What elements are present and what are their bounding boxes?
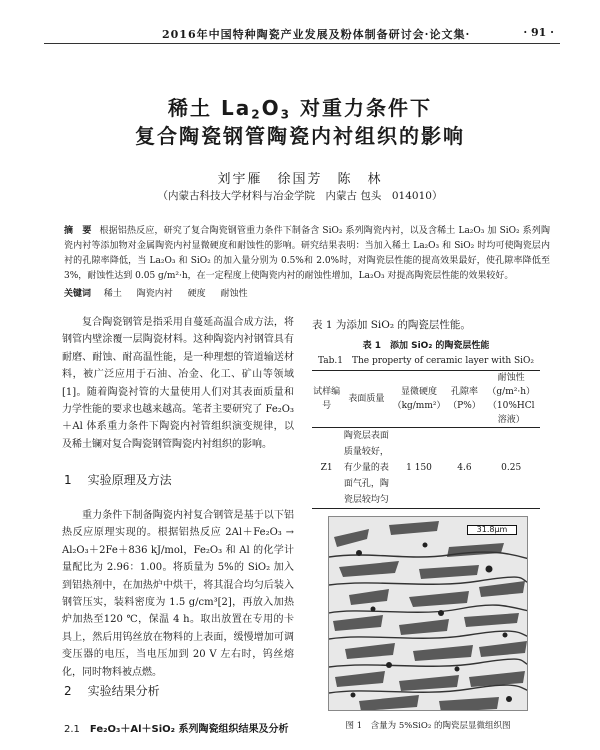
cell-porosity: 4.6	[457, 463, 472, 473]
table-caption-cn: 表 1 添加 SiO₂ 的陶瓷层性能	[362, 341, 490, 351]
journal-title: 2016年中国特种陶瓷产业发展及粉体制备研讨会·论文集·	[162, 28, 471, 41]
property-table	[312, 370, 540, 509]
table-row	[312, 428, 540, 509]
keyword: 硬度	[187, 289, 206, 299]
header-hardness: 显微硬度（kg/mm²）	[392, 387, 446, 411]
intro-paragraph: 复合陶瓷钢管是指采用自蔓延高温合成方法，将钢管内壁涂覆一层陶瓷材料。这种陶瓷内衬钢管具有耐磨、耐蚀、耐高温性能，是一种理想的管道输送材料，被广泛应用于石油、冶金、化工、矿山等领域[1]。随着陶瓷衬管的大量使用人们对其表面质量和力学性能的要求也越来越高。笔者主要研究了 Fe₂O₃＋Al 体系重力条件下陶瓷内衬管组织演变规律，以及稀土镧对复合陶瓷钢管陶瓷内衬组织的影响。	[62, 317, 294, 450]
running-header	[44, 24, 560, 44]
section-heading-1: 1 实验原理及方法	[64, 473, 172, 487]
authors: 刘宇雁 徐国芳 陈 林	[217, 172, 383, 187]
subsection-heading-2-1: 2.1 Fe₂O₃＋Al＋SiO₂ 系列陶瓷组织结果及分析	[64, 724, 289, 735]
figure-caption: 图 1 含量为 5%SiO₂ 的陶瓷层显微组织图	[345, 721, 511, 731]
header-corrosion: 耐蚀性（g/m²·h）（10%HCl 溶液）	[487, 373, 535, 425]
keywords-label: 关键词	[64, 289, 92, 299]
scale-bar: 31.8μm	[467, 525, 517, 535]
header-sample: 试样编号	[313, 387, 341, 411]
micrograph-figure	[328, 516, 528, 711]
table-intro: 表 1 为添加 SiO₂ 的陶瓷层性能。	[312, 319, 471, 331]
method-paragraph: 重力条件下制备陶瓷内衬复合钢管是基于以下铝热反应原理实现的。根据铝热反应 2Al＋Fe₂O₃ → Al₂O₃＋2Fe＋836 kJ/mol，Fe₂O₃ 和 Al 的化学计量配比为 2.96：1.00。将质量为 5%的 SiO₂ 加入到铝热剂中，在加热炉中烘干，将其混合均匀后装入钢管压实，装料密度为 1.5 g/cm³[2]，再放入加热炉加热至120 ℃，保温 4 h。取出放置在专用的卡具上，然后用钨丝放在物料的上表面，缓慢增加可调变压器的电压，当电压加到 20 V 左右时，钨丝熔化，同时物料被点燃。	[62, 510, 294, 678]
keyword: 稀土	[103, 289, 122, 299]
paper-title-line2: 复合陶瓷钢管陶瓷内衬组织的影响	[135, 124, 465, 148]
paper-title-line1: 稀土 $La_2O_3$ 对重力条件下	[168, 96, 432, 122]
cell-sample: Z1	[320, 463, 333, 473]
abstract-text: 根据铝热反应，研究了复合陶瓷钢管重力条件下制备含 SiO₂ 系列陶瓷内衬，以及含稀土 La₂O₃ 加 SiO₂ 系列陶瓷内衬等添加物对金属陶瓷内衬显微硬度和耐蚀性的影响。研究结果表明：当加入稀土 La₂O₃ 和 SiO₂ 时均可使陶瓷层内衬的孔隙率降低，当 La₂O₃ 和 SiO₂ 的加入量分别为 0.5%和 2.0%时，对陶瓷层性能的提高效果最好，使孔隙率降低至3%，耐蚀性达到 0.05 g/m²·h，在一定程度上使陶瓷内衬的耐蚀性增加，La₂O₃ 对提高陶瓷层性能的效果较好。	[64, 226, 550, 281]
keyword: 陶瓷内衬	[136, 289, 173, 299]
header-porosity: 孔隙率（P%）	[448, 387, 481, 411]
table-header-row	[312, 371, 540, 428]
header-surface: 表面质量	[348, 394, 385, 404]
table-caption-en: Tab.1 The property of ceramic layer with SiO₂	[317, 356, 535, 366]
cell-hardness: 1 150	[406, 463, 432, 473]
cell-surface: 陶瓷层表面质量较好，有少量的表面气孔，陶瓷层较均匀	[343, 431, 389, 505]
keyword: 耐蚀性	[220, 289, 248, 299]
micrograph-image	[329, 517, 528, 711]
keywords	[64, 286, 550, 299]
abstract-label: 摘 要	[64, 226, 92, 236]
page-number: · 91 ·	[523, 26, 554, 39]
cell-corrosion: 0.25	[501, 463, 522, 473]
affiliation: （内蒙古科技大学材料与冶金学院 内蒙古 包头 014010）	[157, 190, 443, 202]
section-heading-2: 2 实验结果分析	[64, 684, 160, 698]
abstract	[64, 224, 550, 284]
